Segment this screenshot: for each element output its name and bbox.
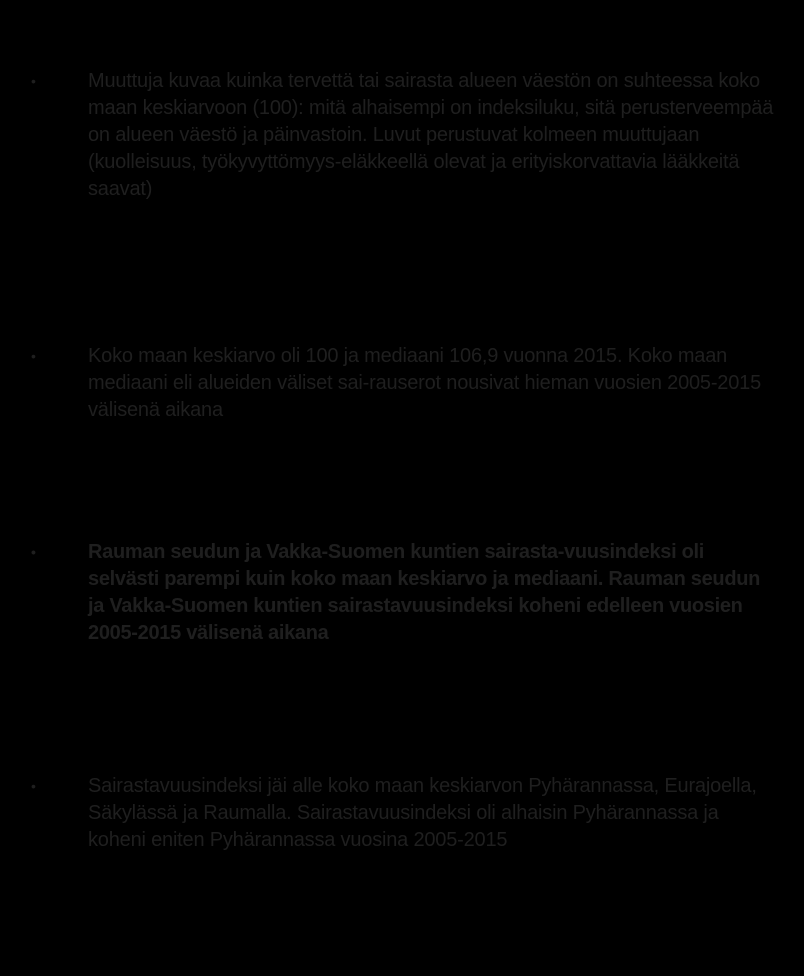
bullet-text: Rauman seudun ja Vakka-Suomen kuntien sairasta-vuusindeksi oli selvästi parempi kuin koko maan keskiarvo ja mediaani. Rauman seudun ja Vakka-Suomen kuntien sairastavuusindeksi koheni edelleen vuosien 2005-2015 välisenä aikana: [88, 541, 761, 644]
bullet-item-municipalities: [31, 773, 778, 854]
bullet-item-regional-comparison: [31, 539, 778, 647]
bullet-text: Sairastavuusindeksi jäi alle koko maan keskiarvon Pyhärannassa, Eurajoella, Säkylässä ja Raumalla. Sairastavuusindeksi oli alhaisin Pyhärannassa ja koheni eniten Pyhärannassa vuosina 2005-2015: [88, 775, 757, 851]
bullet-text: Koko maan keskiarvo oli 100 ja mediaani 106,9 vuonna 2015. Koko maan mediaani eli alueiden väliset sai-rauserot nousivat hieman vuosien 2005-2015 välisenä aikana: [88, 345, 762, 421]
bullet-text: Muuttuja kuvaa kuinka tervettä tai sairasta alueen väestön on suhteessa koko maan keskiarvoon (100): mitä alhaisempi on indeksiluku, sitä perusterveempää on alueen väestö ja päinvastoin. Luvut perustuvat kolmeen muuttujaan (kuolleisuus, työkyvyttömyys-eläkkeellä olevat ja erityiskorvattavia lääkkeitä saavat): [88, 70, 774, 200]
bullet-dot-icon: •: [31, 348, 36, 364]
bullet-item-national-average: [31, 343, 778, 424]
bullet-dot-icon: •: [31, 778, 36, 794]
bullet-dot-icon: •: [31, 73, 36, 89]
bullet-item-definition: [31, 68, 778, 203]
bullet-dot-icon: •: [31, 544, 36, 560]
